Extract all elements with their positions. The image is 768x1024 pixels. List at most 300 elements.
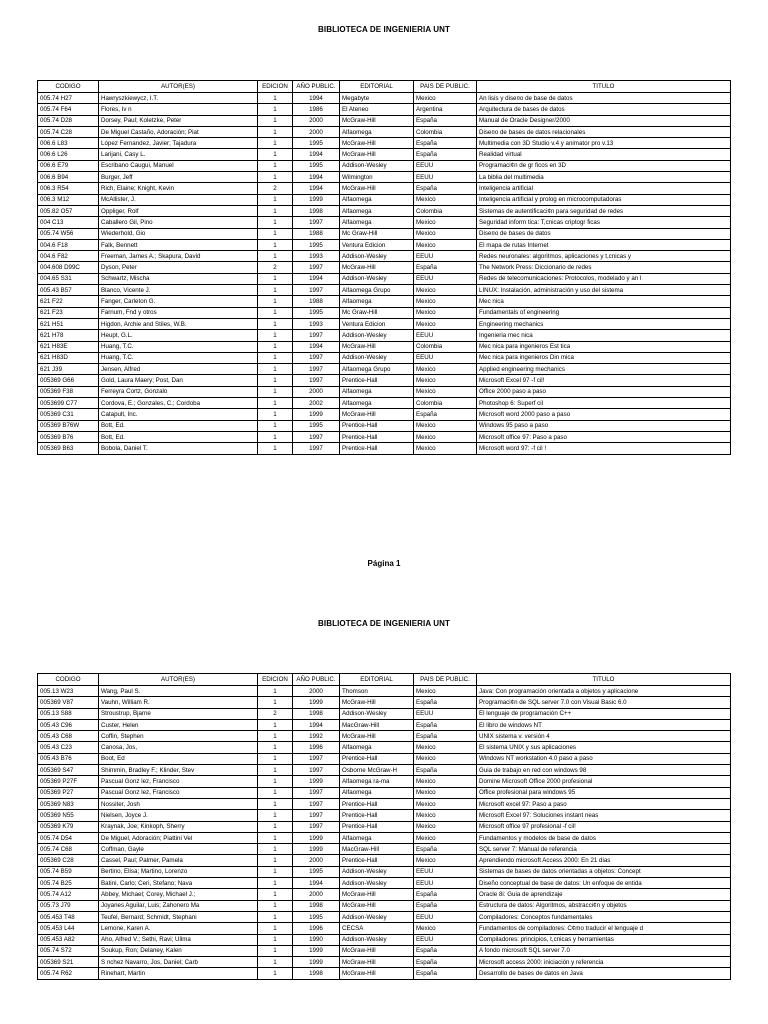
- cell-codigo: 005.74 W56: [38, 228, 99, 239]
- cell-anio: 1997: [293, 364, 340, 375]
- cell-titulo: Mec nica para ingenieros Din mica: [477, 352, 731, 363]
- table-row: [38, 866, 731, 877]
- cell-edicion: 1: [258, 352, 293, 363]
- cell-codigo: 005369 G66: [38, 375, 99, 386]
- cell-codigo: 006.3 M12: [38, 194, 99, 205]
- table-row: [38, 945, 731, 956]
- table-body: [38, 93, 731, 455]
- cell-pais: España: [414, 697, 477, 708]
- cell-autores: Jensen, Alfred: [99, 364, 258, 375]
- table-row: [38, 307, 731, 318]
- cell-editorial: Prentice-Hall: [340, 443, 414, 454]
- cell-titulo: El libro de windows NT: [477, 719, 731, 730]
- cell-edicion: 1: [258, 945, 293, 956]
- cell-autores: Catapult, Inc.: [99, 409, 258, 420]
- cell-autores: Joyanes Aguilar, Luis; Zahonero Ma: [99, 900, 258, 911]
- cell-editorial: Addison-Wesley: [340, 330, 414, 341]
- cell-anio: 1999: [293, 945, 340, 956]
- cell-titulo: El mapa de rutas Internet: [477, 239, 731, 250]
- cell-editorial: Alfaomega Grupo: [340, 364, 414, 375]
- cell-titulo: La biblia del multimedia: [477, 172, 731, 183]
- cell-autores: Bobola, Daniel T.: [99, 443, 258, 454]
- column-header-codigo: CODIGO: [38, 674, 99, 686]
- cell-editorial: Addison-Wesley: [340, 911, 414, 922]
- cell-edicion: 1: [258, 205, 293, 216]
- cell-titulo: Manual de Oracle Designer/2000: [477, 115, 731, 126]
- cell-codigo: 005369 S21: [38, 957, 99, 968]
- cell-titulo: Mec nica: [477, 296, 731, 307]
- cell-edicion: 1: [258, 307, 293, 318]
- cell-edicion: 1: [258, 364, 293, 375]
- cell-titulo: A fondo microsoft SQL server 7.0: [477, 945, 731, 956]
- table-row: [38, 934, 731, 945]
- cell-anio: 2002: [293, 398, 340, 409]
- cell-codigo: 005.43 B57: [38, 285, 99, 296]
- cell-autores: Kraynak, Joe; Kinkoph, Sherry: [99, 821, 258, 832]
- cell-autores: Vauhn, William R.: [99, 697, 258, 708]
- cell-autores: De Miguel, Adoración; Piattini Vel: [99, 832, 258, 843]
- cell-autores: Farnum, Fnd y otros: [99, 307, 258, 318]
- table-row: [38, 731, 731, 742]
- cell-anio: 1995: [293, 866, 340, 877]
- cell-edicion: 1: [258, 375, 293, 386]
- cell-editorial: Prentice-Hall: [340, 431, 414, 442]
- cell-editorial: McGraw-Hill: [340, 183, 414, 194]
- cell-pais: EEUU: [414, 160, 477, 171]
- page-title: BIBLIOTECA DE INGENIERIA UNT: [318, 25, 450, 34]
- cell-anio: 1997: [293, 285, 340, 296]
- cell-editorial: Addison-Wesley: [340, 878, 414, 889]
- column-header-editorial: EDITORIAL: [340, 81, 414, 93]
- cell-anio: 1998: [293, 205, 340, 216]
- cell-pais: España: [414, 719, 477, 730]
- cell-edicion: 1: [258, 149, 293, 160]
- cell-pais: Mexico: [414, 832, 477, 843]
- cell-anio: 1999: [293, 194, 340, 205]
- cell-editorial: Alfaomega: [340, 205, 414, 216]
- cell-edicion: 1: [258, 104, 293, 115]
- cell-titulo: Desarrollo de bases de datos en Java: [477, 968, 731, 979]
- cell-pais: EEUU: [414, 866, 477, 877]
- cell-autores: Ferreyra Cortz, Gonzalo: [99, 386, 258, 397]
- cell-editorial: Ventura Edicion: [340, 318, 414, 329]
- cell-pais: Colombia: [414, 126, 477, 137]
- cell-codigo: 005.74 H27: [38, 93, 99, 104]
- cell-edicion: 1: [258, 968, 293, 979]
- cell-anio: 1994: [293, 273, 340, 284]
- cell-titulo: Microsoft word 97: -f cil !: [477, 443, 731, 454]
- cell-titulo: Microsoft word 2000 paso a paso: [477, 409, 731, 420]
- cell-titulo: Office 2000 paso a paso: [477, 386, 731, 397]
- cell-codigo: 004.608 D99C: [38, 262, 99, 273]
- cell-titulo: Inteligencia artificial: [477, 183, 731, 194]
- cell-codigo: 005.74 R62: [38, 968, 99, 979]
- cell-pais: España: [414, 115, 477, 126]
- cell-autores: Nielsen, Joyce J.: [99, 810, 258, 821]
- cell-codigo: 005.43 C96: [38, 719, 99, 730]
- cell-pais: Mexico: [414, 296, 477, 307]
- cell-titulo: Microsoft office 97: Paso a paso: [477, 431, 731, 442]
- table-row: [38, 889, 731, 900]
- cell-autores: Caballero Gil, Pino: [99, 217, 258, 228]
- column-header-edicion: EDICION: [258, 81, 293, 93]
- column-header-pais: PAIS DE PUBLIC.: [414, 674, 477, 686]
- cell-editorial: Addison-Wesley: [340, 934, 414, 945]
- table-header-row: [38, 674, 731, 686]
- cell-editorial: McGraw-Hill: [340, 409, 414, 420]
- table-header-row: [38, 81, 731, 93]
- cell-codigo: 006.6 L26: [38, 149, 99, 160]
- cell-pais: Mexico: [414, 686, 477, 697]
- table-row: [38, 330, 731, 341]
- cell-titulo: Realidad virtual: [477, 149, 731, 160]
- cell-pais: EEUU: [414, 172, 477, 183]
- cell-editorial: Alfaomega: [340, 386, 414, 397]
- cell-editorial: CECSA: [340, 923, 414, 934]
- table-row: [38, 821, 731, 832]
- cell-pais: EEUU: [414, 934, 477, 945]
- cell-pais: Mexico: [414, 923, 477, 934]
- cell-editorial: Prentice-Hall: [340, 855, 414, 866]
- cell-codigo: 005.74 A12: [38, 889, 99, 900]
- cell-edicion: 1: [258, 798, 293, 809]
- cell-pais: EEUU: [414, 330, 477, 341]
- cell-editorial: Addison-Wesley: [340, 866, 414, 877]
- table-row: [38, 855, 731, 866]
- cell-autores: Larijani, Casy L.: [99, 149, 258, 160]
- cell-edicion: 1: [258, 386, 293, 397]
- cell-pais: Mexico: [414, 431, 477, 442]
- cell-editorial: Alfaomega: [340, 832, 414, 843]
- cell-anio: 1995: [293, 239, 340, 250]
- cell-autores: De Miguel Castaño, Adoración; Piat: [99, 126, 258, 137]
- cell-editorial: Alfaomega: [340, 126, 414, 137]
- table-row: [38, 341, 731, 352]
- cell-editorial: Mc Graw-Hill: [340, 307, 414, 318]
- cell-editorial: McGraw-Hill: [340, 957, 414, 968]
- cell-pais: España: [414, 183, 477, 194]
- table-row: [38, 443, 731, 454]
- cell-anio: 1995: [293, 307, 340, 318]
- cell-anio: 1999: [293, 776, 340, 787]
- cell-autores: Huang, T.C.: [99, 352, 258, 363]
- cell-autores: Oppliger, Rolf: [99, 205, 258, 216]
- table-row: [38, 194, 731, 205]
- cell-editorial: MacGraw-Hill: [340, 719, 414, 730]
- cell-edicion: 1: [258, 273, 293, 284]
- cell-autores: Bertino, Elisa; Martino, Lorenzo: [99, 866, 258, 877]
- cell-pais: Mexico: [414, 307, 477, 318]
- cell-editorial: Wilmington: [340, 172, 414, 183]
- cell-codigo: 006.3 R54: [38, 183, 99, 194]
- cell-codigo: 005.74 B25: [38, 878, 99, 889]
- table-row: [38, 149, 731, 160]
- cell-anio: 1997: [293, 262, 340, 273]
- cell-pais: Mexico: [414, 776, 477, 787]
- cell-anio: 1999: [293, 409, 340, 420]
- cell-pais: España: [414, 945, 477, 956]
- cell-codigo: 004.65 S31: [38, 273, 99, 284]
- column-header-autores: AUTOR(ES): [99, 674, 258, 686]
- table-row: [38, 296, 731, 307]
- cell-editorial: Alfaomega ra-ma: [340, 776, 414, 787]
- cell-autores: Bott, Ed.: [99, 431, 258, 442]
- cell-codigo: 005.74 S72: [38, 945, 99, 956]
- cell-edicion: 2: [258, 183, 293, 194]
- cell-codigo: 005.43 B76: [38, 753, 99, 764]
- cell-autores: Dorsey, Paul; Koletzke, Peter: [99, 115, 258, 126]
- cell-editorial: Addison-Wesley: [340, 352, 414, 363]
- table-row: [38, 431, 731, 442]
- cell-edicion: 1: [258, 697, 293, 708]
- cell-pais: España: [414, 957, 477, 968]
- cell-anio: 1990: [293, 934, 340, 945]
- cell-pais: España: [414, 149, 477, 160]
- column-header-edicion: EDICION: [258, 674, 293, 686]
- cell-pais: España: [414, 731, 477, 742]
- cell-titulo: Microsoft office 97 profesional -f cil!: [477, 821, 731, 832]
- cell-anio: 1999: [293, 844, 340, 855]
- cell-editorial: McGraw-Hill: [340, 697, 414, 708]
- cell-edicion: 1: [258, 251, 293, 262]
- cell-editorial: Osborne McGraw-H: [340, 765, 414, 776]
- cell-edicion: 1: [258, 296, 293, 307]
- cell-autores: Freeman, James A.; Skapura, David: [99, 251, 258, 262]
- cell-edicion: 1: [258, 787, 293, 798]
- cell-titulo: An lisis y dise¤o de base de datos: [477, 93, 731, 104]
- cell-titulo: Guia de trabajo en red con windows 98: [477, 765, 731, 776]
- cell-pais: España: [414, 138, 477, 149]
- cell-pais: Mexico: [414, 318, 477, 329]
- table-row: [38, 900, 731, 911]
- cell-edicion: 1: [258, 911, 293, 922]
- cell-edicion: 1: [258, 115, 293, 126]
- cell-autores: Batini, Carlo; Ceri, Stefano; Nava: [99, 878, 258, 889]
- cell-codigo: 004.6 F18: [38, 239, 99, 250]
- table-row: [38, 798, 731, 809]
- table-row: [38, 126, 731, 137]
- cell-edicion: 1: [258, 330, 293, 341]
- cell-autores: Fanger, Carleton G.: [99, 296, 258, 307]
- cell-titulo: Ingenieria mec nica: [477, 330, 731, 341]
- cell-autores: López Fernandez, Javier; Tajadura: [99, 138, 258, 149]
- cell-edicion: 1: [258, 753, 293, 764]
- column-header-anio: AÑO PUBLIC.: [293, 674, 340, 686]
- cell-anio: 1999: [293, 957, 340, 968]
- cell-anio: 1993: [293, 318, 340, 329]
- cell-codigo: 005369 S47: [38, 765, 99, 776]
- column-header-editorial: EDITORIAL: [340, 674, 414, 686]
- cell-titulo: Redes neuronales: algoritmos, aplicaciones y t,cnicas y: [477, 251, 731, 262]
- cell-pais: EEUU: [414, 708, 477, 719]
- cell-edicion: 1: [258, 93, 293, 104]
- table-row: [38, 409, 731, 420]
- cell-anio: 1993: [293, 251, 340, 262]
- cell-anio: 1992: [293, 731, 340, 742]
- table-row: [38, 251, 731, 262]
- table-row: [38, 719, 731, 730]
- cell-edicion: 1: [258, 398, 293, 409]
- cell-codigo: 005369 P27F: [38, 776, 99, 787]
- cell-titulo: Photoshop 6: Superf cil: [477, 398, 731, 409]
- cell-codigo: 005.74 B59: [38, 866, 99, 877]
- cell-autores: Coffin, Stephen: [99, 731, 258, 742]
- cell-autores: Rinehart, Martin: [99, 968, 258, 979]
- cell-anio: 1999: [293, 832, 340, 843]
- cell-edicion: 1: [258, 923, 293, 934]
- cell-editorial: Addison-Wesley: [340, 251, 414, 262]
- table-row: [38, 787, 731, 798]
- cell-titulo: Mec nica para ingenieros Est tica: [477, 341, 731, 352]
- cell-edicion: 1: [258, 957, 293, 968]
- cell-anio: 1997: [293, 431, 340, 442]
- cell-edicion: 1: [258, 160, 293, 171]
- cell-pais: Mexico: [414, 217, 477, 228]
- cell-editorial: McGraw-Hill: [340, 900, 414, 911]
- table-row: [38, 742, 731, 753]
- cell-titulo: Java: Con programación orientada a objetos y aplicacione: [477, 686, 731, 697]
- table-row: [38, 386, 731, 397]
- cell-autores: Bott, Ed.: [99, 420, 258, 431]
- cell-autores: Dyson, Peter: [99, 262, 258, 273]
- cell-pais: Colombia: [414, 398, 477, 409]
- cell-editorial: Ventura Edicion: [340, 239, 414, 250]
- cell-titulo: SQL server 7: Manual de referencia: [477, 844, 731, 855]
- cell-edicion: 1: [258, 765, 293, 776]
- cell-codigo: 621 H83E: [38, 341, 99, 352]
- cell-autores: Cassel, Paul; Palmer, Pamela: [99, 855, 258, 866]
- cell-edicion: 1: [258, 686, 293, 697]
- column-header-pais: PAIS DE PUBLIC.: [414, 81, 477, 93]
- cell-editorial: Alfaomega: [340, 194, 414, 205]
- table-row: [38, 262, 731, 273]
- cell-codigo: 005.73 J79: [38, 900, 99, 911]
- cell-editorial: Prentice-Hall: [340, 753, 414, 764]
- cell-editorial: Alfaomega Grupo: [340, 285, 414, 296]
- cell-edicion: 1: [258, 821, 293, 832]
- cell-pais: España: [414, 262, 477, 273]
- cell-anio: 2000: [293, 889, 340, 900]
- cell-codigo: 005.43 C23: [38, 742, 99, 753]
- table-row: [38, 285, 731, 296]
- table-row: [38, 375, 731, 386]
- cell-editorial: Megabyte: [340, 93, 414, 104]
- cell-edicion: 1: [258, 776, 293, 787]
- cell-autores: Gold, Laura Maery; Post, Dan: [99, 375, 258, 386]
- cell-editorial: McGraw-Hill: [340, 262, 414, 273]
- cell-titulo: Engineering mechanics: [477, 318, 731, 329]
- cell-pais: Mexico: [414, 810, 477, 821]
- cell-pais: EEUU: [414, 352, 477, 363]
- cell-pais: Mexico: [414, 386, 477, 397]
- cell-titulo: Redes de telecomunicaciones: Protocolos, modelado y an l: [477, 273, 731, 284]
- cell-editorial: McGraw-Hill: [340, 149, 414, 160]
- table-row: [38, 844, 731, 855]
- cell-autores: Nossiter, Josh: [99, 798, 258, 809]
- cell-titulo: El lenguaje de programación C++: [477, 708, 731, 719]
- cell-autores: Shimmin, Bradley F.; Klinder, Stev: [99, 765, 258, 776]
- cell-anio: 1997: [293, 765, 340, 776]
- cell-codigo: 005.13 S88: [38, 708, 99, 719]
- cell-anio: 2000: [293, 686, 340, 697]
- cell-edicion: 1: [258, 318, 293, 329]
- cell-codigo: 005369 B76W: [38, 420, 99, 431]
- cell-edicion: 1: [258, 172, 293, 183]
- cell-anio: 1998: [293, 708, 340, 719]
- cell-titulo: Inteligencia artificial y prolog en microcomputadoras: [477, 194, 731, 205]
- cell-pais: Mexico: [414, 742, 477, 753]
- table-row: [38, 398, 731, 409]
- cell-editorial: Prentice-Hall: [340, 420, 414, 431]
- table-row: [38, 217, 731, 228]
- cell-autores: Abbey, Michael; Corey, Michael J.;: [99, 889, 258, 900]
- cell-edicion: 1: [258, 217, 293, 228]
- cell-codigo: 005369 P27: [38, 787, 99, 798]
- cell-edicion: 2: [258, 708, 293, 719]
- cell-anio: 1994: [293, 719, 340, 730]
- page-title: BIBLIOTECA DE INGENIERIA UNT: [318, 619, 450, 628]
- cell-titulo: Microsoft Excel 97 -f cil!: [477, 375, 731, 386]
- table-row: [38, 318, 731, 329]
- table-row: [38, 765, 731, 776]
- cell-titulo: Windows 95 paso a paso: [477, 420, 731, 431]
- cell-anio: 1999: [293, 697, 340, 708]
- column-header-codigo: CODIGO: [38, 81, 99, 93]
- cell-autores: Custer, Helen: [99, 719, 258, 730]
- cell-codigo: 621 F22: [38, 296, 99, 307]
- cell-pais: España: [414, 409, 477, 420]
- table-row: [38, 878, 731, 889]
- cell-codigo: 005369 N83: [38, 798, 99, 809]
- table-row: [38, 911, 731, 922]
- cell-autores: McAllister, J.: [99, 194, 258, 205]
- cell-anio: 2000: [293, 855, 340, 866]
- cell-editorial: Alfaomega: [340, 742, 414, 753]
- cell-autores: Wiederhold, Gio: [99, 228, 258, 239]
- cell-anio: 1997: [293, 798, 340, 809]
- cell-anio: 1997: [293, 375, 340, 386]
- catalog-table-page-1: [37, 80, 731, 455]
- cell-titulo: Fundamentals of engineering: [477, 307, 731, 318]
- cell-edicion: 1: [258, 138, 293, 149]
- cell-anio: 1994: [293, 183, 340, 194]
- cell-autores: Teufel, Bernard; Schmidt, Stephani: [99, 911, 258, 922]
- cell-anio: 1994: [293, 341, 340, 352]
- cell-titulo: Arquitectura de bases de datos: [477, 104, 731, 115]
- cell-edicion: 1: [258, 934, 293, 945]
- cell-anio: 1986: [293, 104, 340, 115]
- cell-pais: Mexico: [414, 855, 477, 866]
- cell-edicion: 1: [258, 878, 293, 889]
- cell-autores: Aho, Alfred V.; Sethi, Ravi; Ullma: [99, 934, 258, 945]
- cell-anio: 1996: [293, 923, 340, 934]
- cell-codigo: 005369 B63: [38, 443, 99, 454]
- table-row: [38, 172, 731, 183]
- cell-edicion: 1: [258, 409, 293, 420]
- cell-editorial: Alfaomega: [340, 296, 414, 307]
- cell-titulo: Microsoft Excel 97: Soluciones instant neas: [477, 810, 731, 821]
- cell-titulo: Sistemas de autentificaci¢n para seguridad de redes: [477, 205, 731, 216]
- cell-codigo: 006.6 L83: [38, 138, 99, 149]
- cell-anio: 1997: [293, 443, 340, 454]
- cell-edicion: 1: [258, 239, 293, 250]
- cell-autores: S nchez Navarro, Jos, Daniel; Carb: [99, 957, 258, 968]
- cell-pais: Mexico: [414, 364, 477, 375]
- cell-pais: Mexico: [414, 93, 477, 104]
- table-row: [38, 776, 731, 787]
- cell-anio: 1998: [293, 900, 340, 911]
- cell-editorial: McGraw-Hill: [340, 138, 414, 149]
